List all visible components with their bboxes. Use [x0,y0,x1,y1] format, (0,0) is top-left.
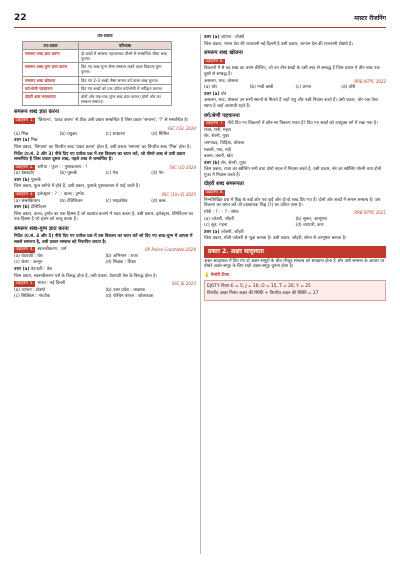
options [14,199,196,205]
answer-label: उत्तर (a) [204,229,220,235]
option: (b) टेलिविज़न [59,198,83,204]
answer-label: उत्तर (b) [14,177,30,183]
options [14,132,196,138]
option: (c) माइक्रोवेव [105,198,128,204]
table-cell: दो शब्दों में सम्बन्ध पहचानकर तीसरे से सम्बन्धित चौथा शब्द चुनना। [79,49,172,62]
option: (b) सुनार, आभूषण [295,216,327,222]
exam-reference: RRB NTPC 2021 [354,209,386,215]
table-cell: समरूप शब्द खोजना [23,76,79,84]
answer [204,92,386,98]
option: (b) प्रयुक्त [59,131,77,137]
section-heading: वर्ग/श्रेणी पहचानना [204,112,240,119]
page-number: 22 [14,13,27,23]
solution: जिस प्रकार, 'छिपाना' का विपरीत शब्द 'प्रकट करना' होता है, उसी प्रकार 'समान्य' का विपरीत शब्द 'भिन्न' होता है। [14,144,191,150]
left-column [14,34,196,301]
example-label: उदाहरण 4. [15,247,34,253]
table-title: उप-प्रकार [97,34,113,39]
table-row [23,84,172,92]
chapter-title: मास्टर रीजनिंग [354,15,386,22]
option: (c) साधारण [105,131,126,137]
table-cell: दिए गए 2-3 शब्दों जैसा समान वर्ग वाला शब्द चुनना। [79,76,172,84]
option: (b) अभिमान : राजा [105,253,138,259]
option: (d) शिक्षक : शिक्षा [105,260,136,266]
word-set [204,79,386,85]
solution: असलम, भाट, चोसला उन सभी स्थानों से मिलते हैं जहाँ पशु और पक्षी निवास करते हैं। उसी प्रकार, चोर एक ऐसा स्थान है जहाँ अपराधी रहते हैं। [204,98,378,109]
option: (a) वेदपाठी : वेश [14,253,43,259]
exam-reference: SSC CGL 2024 [167,125,196,131]
example-label: उदाहरण 7. [205,121,224,127]
answer-label: उत्तर (a) [204,35,220,40]
example-question: नीचे दिए गए विकल्पों में कौन-सा विकल्प गलत है? दिए गए शब्दों को उपयुक्त वर्ग में रखा गया है। [227,121,378,127]
option: (d) व्यापारी, कण [295,223,324,229]
options [14,171,196,177]
option: (d) चोरी [341,85,356,91]
tip: विपरीत अक्षर नियम अक्षर की स्थिति + विपरीत अक्षर की स्थिति = 27 [207,290,319,296]
list-item: बकरा, बकरी, खेत [204,154,233,160]
answer-text: जापान : टोक्यो [220,35,245,40]
example-question: स्वतन्त्रीकरण : धर्म [37,247,67,253]
solution: जिस प्रकार, मोती ज्वेलरी से जुड़ा बनाता है। उसी प्रकार, जौहरी, सोना से आभूषण बनाता है। [204,236,347,242]
example-7 [204,121,386,127]
example-question: इलेक्ट्रान : ? : : वाल्व : ट्रम्पेट [37,191,85,197]
example-4 [14,247,196,253]
exam-reference: SSC (10+2) 2025 [161,191,196,197]
example-3 [14,192,196,198]
table-cell: दोहरी शब्द समरूपता [23,92,79,105]
option: (b) गन्दी बस्ती [249,85,274,91]
option: (c) मेज़ [105,171,119,177]
words: असलम, भाट, चोसला [204,78,239,84]
example-question: भारत : नई दिल्ली [37,281,66,287]
option: (d) बल्ब [151,198,166,204]
answer [14,178,196,184]
answer-text: ज्वेलरी, जौहरी [220,229,244,235]
list-item: मछली, गाय, नदी [204,147,231,153]
example-label: उदाहरण 5. [15,281,34,287]
solution: जिस प्रकार, फूल बगीचे में होते हैं, उसी प्रकार, पुस्तकें पुस्तकालय में पाई जाती हैं। [14,184,140,190]
option: (c) सिक्किम : गंगटोक [14,294,51,300]
instructions: निर्देश (प्र.सं. 2 और 3) नीचे दिए गए प्रत्येक प्रश्न में उस विकल्प का चयन करें, जो तीसरे शब्द से उसी प्रकार सम्बन्धित है जिस प्रकार दूसरा शब्द, पहले शब्द से सम्बन्धित है। [14,151,186,163]
table-cell: समरूप शब्द ज्ञात करना [23,49,79,62]
column-divider [200,34,201,554]
options [14,254,196,266]
option: (d) पेन [151,171,164,177]
answer-label: उत्तर (a) [204,91,220,97]
answer-text: वेदपाठी : वेश [30,267,53,273]
example-label: उदाहरण 2. [15,164,34,170]
option: (b) उत्तर प्रदेश : लखनऊ [105,287,146,293]
options [14,288,196,300]
table-cell: दोनों ओर एक-एक लुप्त शब्द ज्ञात करना (दोनों ओर का सम्बन्ध समान)। [79,92,172,105]
list-item: शेर, शेरनी, गुफ़ा [204,134,230,140]
example-1 [14,118,196,131]
option: (a) डेस्कटॉप [14,171,35,177]
answer-text: टेलिविज़न [30,205,47,211]
answer [204,35,386,41]
example-6 [204,59,386,78]
example-question: 'छिपाना', 'प्रकट करना' से ठीक उसी प्रकार सम्बन्धित है जिस प्रकार 'समान्य', '?' से सम्बन्धित है। [37,118,189,124]
list-item: राजा, रानी, महल [204,127,231,133]
option: (c) जेलर : कानून [14,260,43,266]
section-heading: दोहरी शब्द समरूपता [204,181,244,188]
section-heading: समरूप शब्द-युग्म ज्ञात करना [14,225,69,232]
answer [14,205,196,211]
section-heading: समरूप शब्द खोजना [204,50,243,57]
example-label: उदाहरण 1. [15,118,34,124]
answer-label: उत्तर (b) [14,205,30,211]
option: (b) पुस्तकें [59,171,78,177]
answer-text: शेर, शेरनी, गुफ़ा [220,160,247,166]
options [204,85,386,91]
option: (a) जापान : टोक्यो [14,287,45,293]
answer [14,138,196,144]
right-column [204,34,386,301]
page [14,12,386,556]
section-heading: समरूप शब्द ज्ञात करना [14,109,59,116]
answer-label: उत्तर (b) [204,160,220,166]
answer-text: चोर [220,91,227,97]
option: (d) पश्चिम बंगाल : कोलकाता [105,294,154,300]
option: (a) चोर [204,85,217,91]
example-2 [14,165,196,171]
solution: जिस प्रकार, वाल्व, ट्रम्पेट का एक हिस्सा है जो वाद्ययंत्र बजाने में मदद करता है, उसी प्रकार, इलेक्ट्रान, टेलिविज़न का एक हिस्सा है जो इंजन को चालू करता है। [14,211,193,223]
options [204,217,386,229]
table-header: परिभाषा [79,41,172,49]
table-header: उप-प्रकार [23,41,79,49]
exam-reference: RRB NTPC 2022 [354,78,386,84]
section-band: प्रकार 2. अक्षर सादृश्यता [204,246,386,258]
example-5 [14,281,196,287]
example-question: बगीचा : फूल : : पुस्तकालय : ? [37,164,88,170]
example-label: उदाहरण 6. [205,58,224,64]
pattern [204,210,386,216]
example-question: विकल्पों में से वह शब्द का चयन कीजिए, जो उन तीन शब्दों के उसी तरह से सम्बद्ध है जिस प्रकार ये तीन शब्द एक दूसरे से सम्बद्ध हैं। [204,66,380,78]
mnemonic-title [204,273,386,279]
tip: EJOTY नियम E = 5, J = 10, O = 15, T = 20, Y = 25 [207,284,311,290]
page-header [14,12,386,28]
answer-label: उत्तर (a) [14,267,30,273]
subtype-table [22,41,172,107]
tips-box [204,280,386,300]
option: (c) सूत, गहना [204,223,228,229]
table-cell: दिए गए शब्द-युग्म जैसा सम्बन्ध रखने वाला विकल्प-युग्म चुनना। [79,63,172,76]
answer [204,230,386,236]
table-cell: दिए गए शब्दों को एक उचित वर्ग/श्रेणी में वर्गीकृत करना। [79,84,172,92]
table-row [23,76,172,84]
option: (a) भिन्न [14,131,28,137]
instructions: निर्देश (प्र.सं. 4 और 5) नीचे दिए गए प्रत्येक प्रश्न में उस विकल्प का चयन करें जो दिए गए शब्द-युग्म में आपस में सबसे समरूप है, उसी प्रकार सम्बन्ध को निरूपित करता है। [14,234,193,245]
solution: जिस प्रकार, भारत देश की राजधानी नई दिल्ली है उसी प्रकार, जापान देश की राजधानी टोक्यो है। [204,41,354,47]
example-label: उदाहरण 3. [15,191,34,197]
answer [14,267,196,273]
answer-text: भिन्न [30,138,38,144]
mnemonic-label: मेमोरी टिप्स [210,272,230,278]
option: (a) सब्सक्रिप्शन [14,198,40,204]
solution: जिस प्रकार, स्वतन्त्रीकरण धर्म के विरुद्ध होता है, उसी प्रकार, वेदपाठी वेश के विरुद्ध होता है। [14,273,158,279]
pattern-text: मोती : ? : : ? : सोना [204,209,239,215]
paragraph: अक्षर सादृश्यता में दिए गए दो अक्षर-समूहों के बीच मौजूद सम्बन्ध को समझना होता है और उसी सम्बन्ध के आधार पर तीसरे अक्षर-समूह के लिए सही अक्षर-समूह चुनना होता है। [204,258,385,270]
example-label: उदाहरण 8. [205,190,224,196]
answer [204,161,386,167]
list-item: चमगादड़, चिड़िया, घोंसला [204,141,245,147]
answer-text: पुस्तकें [30,177,41,183]
option: (c) ठगना [295,85,311,91]
bulb-icon: 💡 [204,272,210,278]
example-8 [204,190,386,209]
table-cell: वर्ग/श्रेणी पहचानना [23,84,79,92]
example-question: निम्नलिखित प्रश्न में चिह्न के बाईं ओर एवं दाईं ओर दो-दो शब्द दिए गए हैं। दोनों ओर शब्दों में समान सम्बन्ध है। उस विकल्प का चयन करें जो प्रश्नवाचक चिह्न (?) का उचित उत्तर है। [204,197,381,209]
option: (a) ज्वेलरी, जौहरी [204,216,235,222]
exam-reference: UP Police Constable 2024 [144,247,196,253]
table-row [23,63,172,76]
table-cell: समरूप शब्द-युग्म ज्ञात करना [23,63,79,76]
exam-reference: SSC GD 2024 [169,164,196,170]
solution: जिस प्रकार, राजा का स्त्रीलिंग रानी तथा दोनों महल में निवास करते हैं, उसी प्रकार, शेर का स्त्रीलिंग शेरनी तथा दोनों गुफ़ा में निवास करते हैं। [204,167,382,178]
table-row [23,92,172,105]
exam-reference: SSC JE 2023 [171,281,196,287]
table-row [23,49,172,62]
answer-label: उत्तर (a) [14,138,30,144]
option: (d) मिश्रित [151,131,169,137]
